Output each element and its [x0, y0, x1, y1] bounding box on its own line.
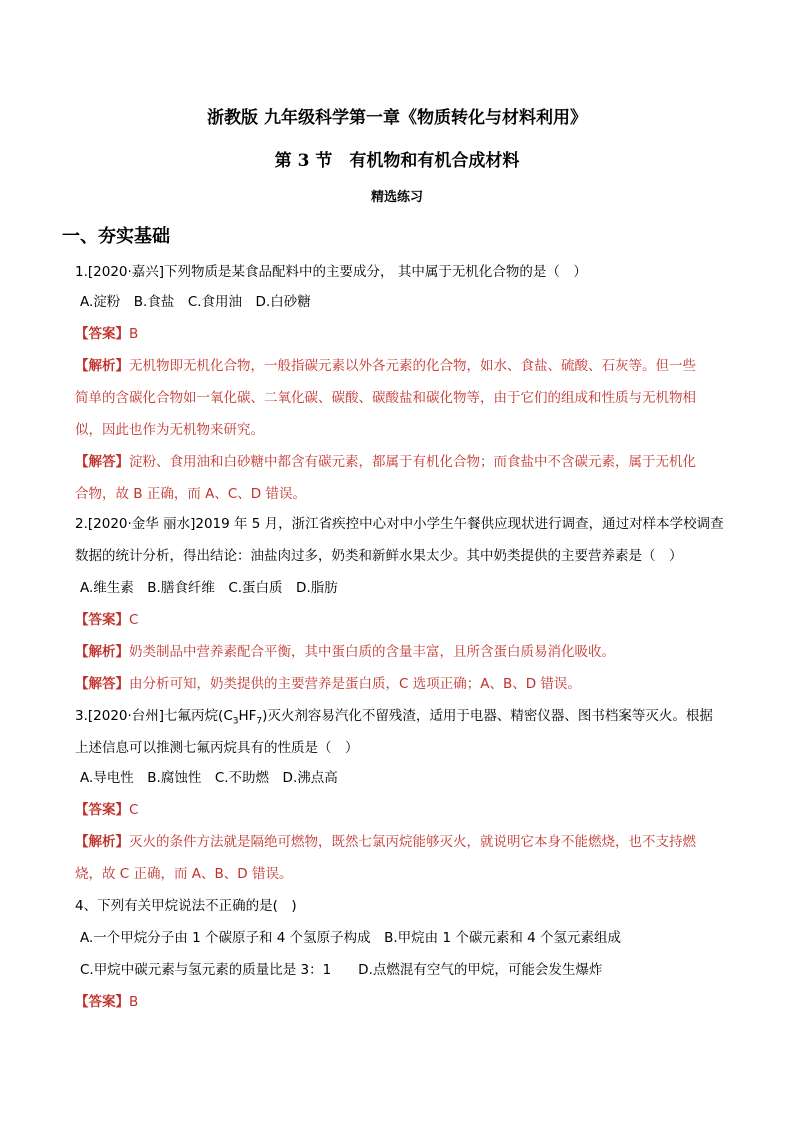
section-heading: 一、夯实基础: [62, 226, 170, 247]
answer-label: 【答案】: [75, 326, 129, 342]
exercise-label: 精选练习: [370, 190, 423, 205]
q3-stem-part-b: HF: [238, 708, 257, 724]
q2-solution-text: 由分析可知，奶类提供的主要营养是蛋白质，C 选项正确；A、B、D 错误。: [129, 676, 581, 692]
q3-analysis: [75, 832, 696, 852]
q1-analysis-text-3: 似，因此也作为无机物来研究。: [75, 422, 264, 438]
q1-options: A.淀粉 B.食盐 C.食用油 D.白砂糖: [80, 294, 311, 310]
q1-solution: [75, 452, 696, 472]
q1-solution-text-1: 淀粉、食用油和白砂糖中都含有碳元素，都属于有机化合物；而食盐中不含碳元素，属于无机化: [129, 454, 696, 470]
q1-analysis-text-2: 简单的含碳化合物如一氧化碳、二氧化碳、碳酸、碳酸盐和碳化物等，由于它们的组成和性质与无机物相: [75, 390, 696, 406]
analysis-label: 【解析】: [75, 644, 129, 660]
q2-analysis: [75, 642, 615, 662]
q1-stem: 1.[2020·嘉兴]下列物质是某食品配料中的主要成分， 其中属于无机化合物的是（ ）: [75, 264, 587, 280]
q4-answer: [75, 992, 138, 1012]
q2-analysis-text: 奶类制品中营养素配合平衡，其中蛋白质的含量丰富，且所含蛋白质易消化吸收。: [129, 644, 615, 660]
q3-stem-2: 上述信息可以推测七氟丙烷具有的性质是（ ）: [75, 740, 359, 756]
answer-label: 【答案】: [75, 612, 129, 628]
q1-answer-value: B: [129, 326, 139, 342]
solution-label: 【解答】: [75, 676, 129, 692]
q2-answer-value: C: [129, 612, 139, 628]
q4-answer-value: B: [129, 994, 139, 1010]
q1-analysis-text-1: 无机物即无机化合物，一般指碳元素以外各元素的化合物，如水、食盐、硫酸、石灰等。但一些: [129, 358, 696, 374]
q2-stem-1: 2.[2020·金华 丽水]2019 年 5 月，浙江省疾控中心对中小学生午餐供应现状进行调查，通过对样本学校调查: [75, 516, 724, 532]
q4-options-1: A.一个甲烷分子由 1 个碳原子和 4 个氢原子构成 B.甲烷由 1 个碳元素和 4 个氢元素组成: [80, 930, 622, 946]
q4-options-2: C.甲烷中碳元素与氢元素的质量比是 3：1 D.点燃混有空气的甲烷，可能会发生爆炸: [80, 962, 603, 978]
q1-answer: [75, 324, 138, 344]
analysis-label: 【解析】: [75, 358, 129, 374]
q2-solution: [75, 674, 581, 694]
q2-answer: [75, 610, 138, 630]
q3-analysis-text-2: 烧，故 C 正确，而 A、B、D 错误。: [75, 866, 293, 882]
q3-stem-part-c: )灭火剂容易汽化不留残渣，适用于电器、精密仪器、图书档案等灭火。根据: [262, 708, 713, 724]
analysis-label: 【解析】: [75, 834, 129, 850]
q3-subscript-2: 7: [256, 716, 263, 727]
solution-label: 【解答】: [75, 454, 129, 470]
answer-label: 【答案】: [75, 802, 129, 818]
q1-analysis: [75, 356, 696, 376]
q2-stem-2: 数据的统计分析，得出结论：油盐肉过多，奶类和新鲜水果太少。其中奶类提供的主要营养素是（ ）: [75, 548, 683, 564]
section-subtitle: 第 3 节 有机物和有机合成材料: [274, 151, 520, 171]
q3-subscript-1: 3: [232, 716, 239, 727]
document-title: 浙教版 九年级科学第一章《物质转化与材料利用》: [207, 108, 587, 128]
q3-stem-part-a: 3.[2020·台州]七氟丙烷(C: [75, 708, 233, 724]
q3-analysis-text-1: 灭火的条件方法就是隔绝可燃物，既然七氯丙烷能够灭火，就说明它本身不能燃烧，也不支持燃: [129, 834, 696, 850]
q4-stem: 4、下列有关甲烷说法不正确的是( ): [75, 898, 297, 914]
q1-solution-text-2: 合物，故 B 正确，而 A、C、D 错误。: [75, 486, 306, 502]
q3-stem-1: [75, 706, 713, 732]
q3-answer-value: C: [129, 802, 139, 818]
answer-label: 【答案】: [75, 994, 129, 1010]
q3-answer: [75, 800, 138, 820]
q3-options: A.导电性 B.腐蚀性 C.不助燃 D.沸点高: [80, 770, 338, 786]
q2-options: A.维生素 B.膳食纤维 C.蛋白质 D.脂肪: [80, 580, 338, 596]
